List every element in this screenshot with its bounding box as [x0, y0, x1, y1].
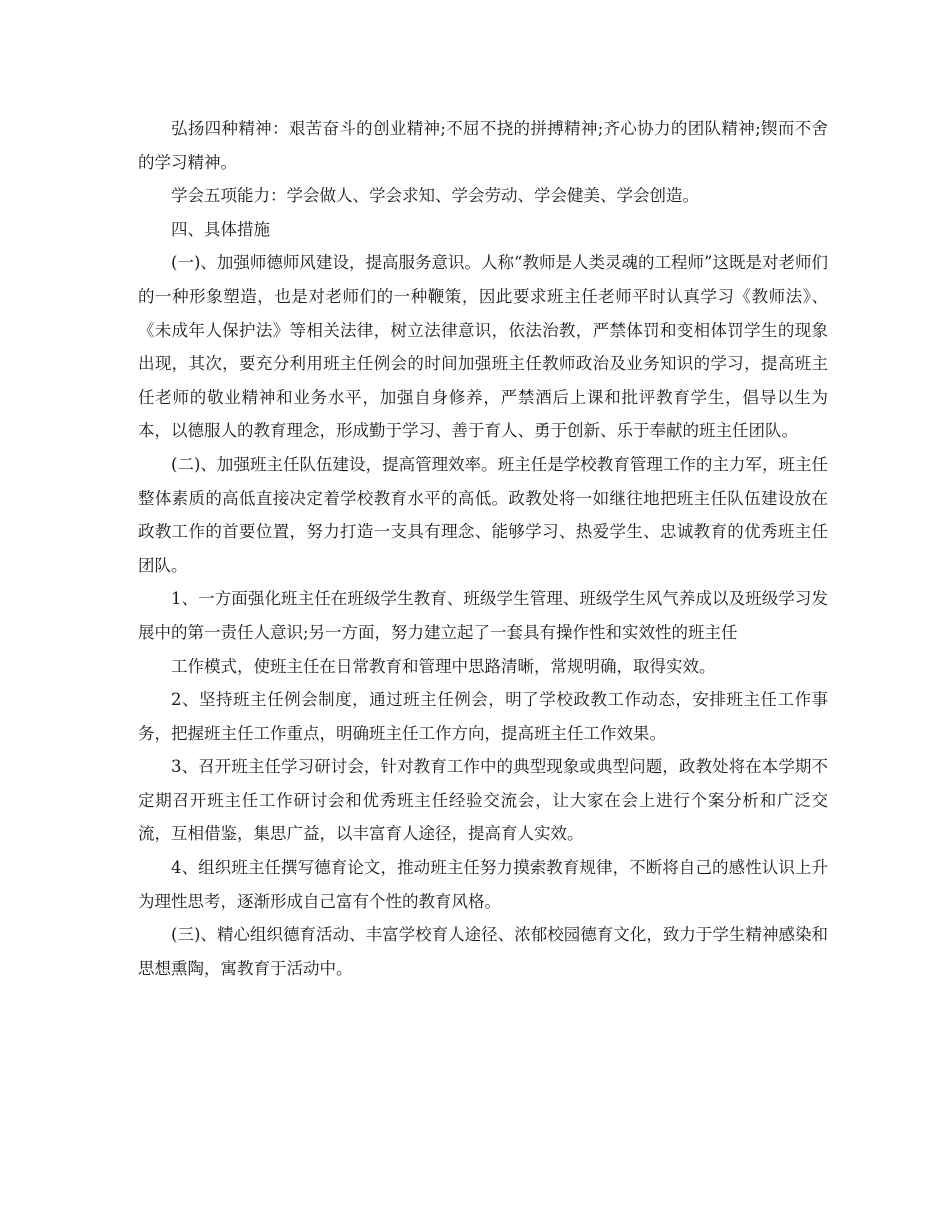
paragraph-measure-1: (一)、加强师德师风建设，提高服务意识。人称“教师是人类灵魂的工程师”这既是对老师们的一种形象塑造，也是对老师们的一种鞭策，因此要求班主任老师平时认真学习《教师法》、《未成年人保护法》等相关法律，树立法律意识，依法治教，严禁体罚和变相体罚学生的现象出现，其次，要充分利用班主任例会的时间加强班主任教师政治及业务知识的学习，提高班主任老师的敬业精神和业务水平，加强自身修养，严禁酒后上课和批评教育学生，倡导以生为本，以德服人的教育理念，形成勤于学习、善于育人、勇于创新、乐于奉献的班主任团队。	[138, 253, 828, 441]
document-page	[138, 112, 828, 985]
paragraph-four-spirits: 弘扬四种精神：艰苦奋斗的创业精神;不屈不挠的拼搏精神;齐心协力的团队精神;锲而不舍的学习精神。	[138, 119, 828, 172]
paragraph-measure-3: (三)、精心组织德育活动、丰富学校育人途径、浓郁校园德育文化，致力于学生精神感染和思想熏陶，寓教育于活动中。	[138, 925, 828, 978]
paragraph-item-1-continued: 工作模式，使班主任在日常教育和管理中思路清晰，常规明确，取得实效。	[171, 656, 716, 676]
paragraph-item-1: 1、一方面强化班主任在班级学生教育、班级学生管理、班级学生风气养成以及班级学习发展中的第一责任人意识;另一方面，努力建立起了一套具有操作性和实效性的班主任	[138, 589, 828, 642]
paragraph-item-4: 4、组织班主任撰写德育论文，推动班主任努力摸索教育规律，不断将自己的感性认识上升为理性思考，逐渐形成自己富有个性的教育风格。	[138, 858, 828, 911]
paragraph-item-3: 3、召开班主任学习研讨会，针对教育工作中的典型现象或典型问题，政教处将在本学期不定期召开班主任工作研讨会和优秀班主任经验交流会，让大家在会上进行个案分析和广泛交流，互相借鉴，集思广益，以丰富育人途径，提高育人实效。	[138, 757, 828, 844]
paragraph-item-2: 2、坚持班主任例会制度，通过班主任例会，明了学校政教工作动态，安排班主任工作事务，把握班主任工作重点，明确班主任工作方向，提高班主任工作效果。	[138, 690, 828, 743]
paragraph-measure-2: (二)、加强班主任队伍建设，提高管理效率。班主任是学校教育管理工作的主力军，班主任整体素质的高低直接决定着学校教育水平的高低。政教处将一如继往地把班主任队伍建设放在政教工作的首要位置，努力打造一支具有理念、能够学习、热爱学生、忠诚教育的优秀班主任团队。	[138, 454, 828, 575]
section-heading-measures: 四、具体措施	[171, 219, 270, 239]
paragraph-five-abilities: 学会五项能力：学会做人、学会求知、学会劳动、学会健美、学会创造。	[171, 186, 699, 206]
